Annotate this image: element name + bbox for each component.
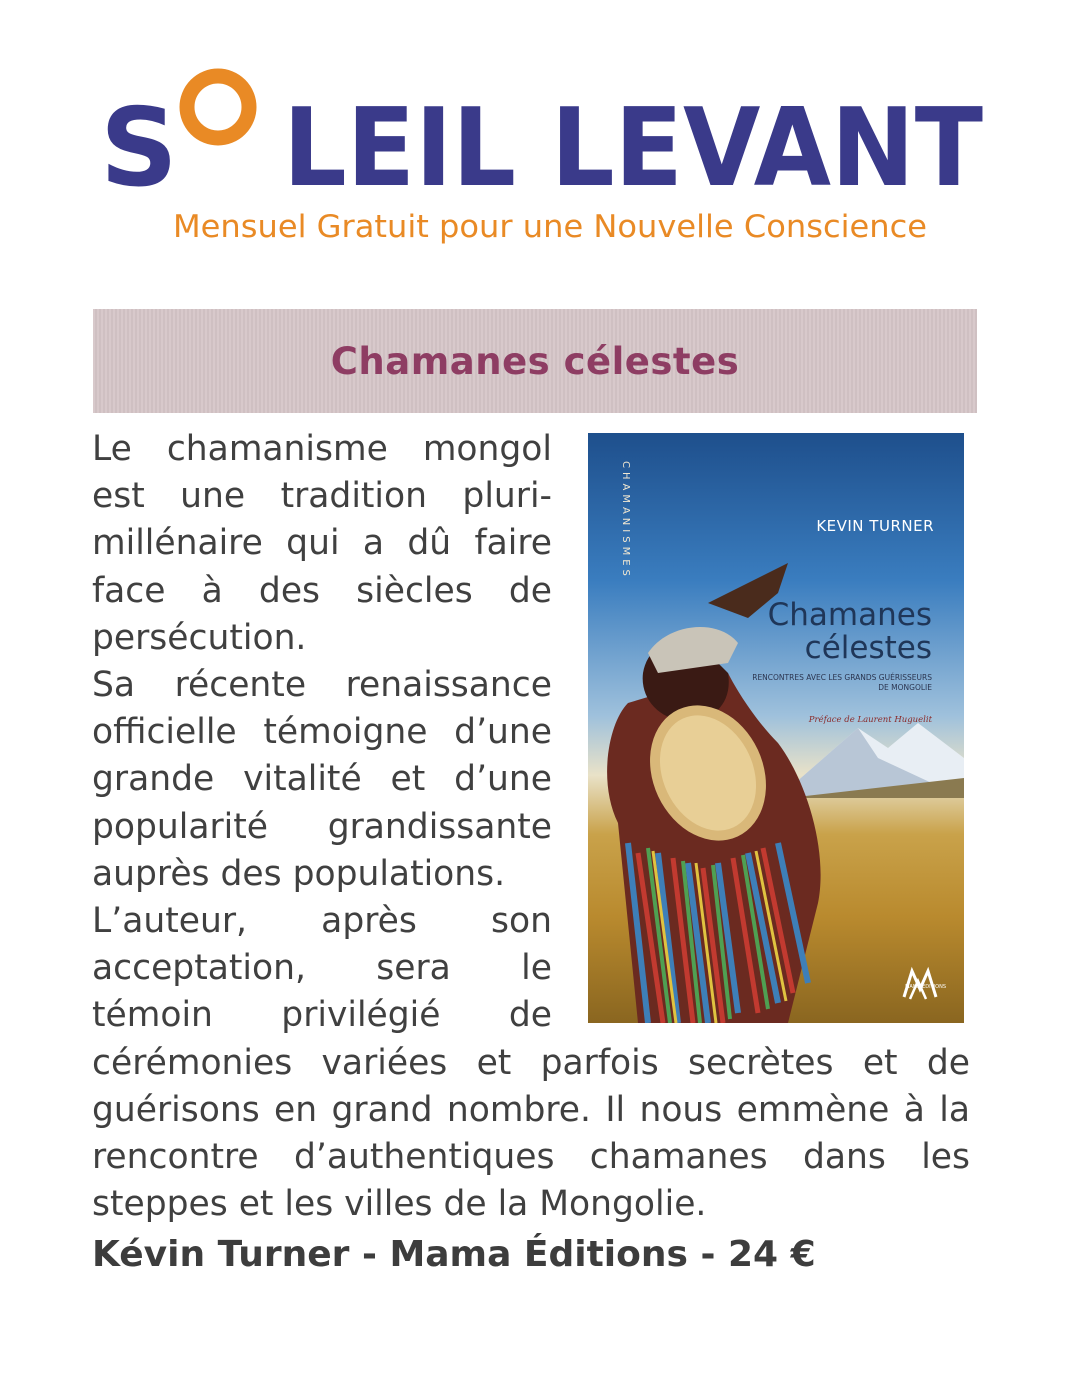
cover-title [768,599,932,665]
article-title-bar [93,309,977,413]
article-paragraph-1: Le chamanisme mongol est une tradition pluri-millénaire qui a dû faire face à des siècles de persécution. [92,429,552,658]
masthead-logo [0,55,1067,255]
cover-title-line1: Chamanes [767,597,932,633]
article-body [92,426,970,1228]
book-credit: Kévin Turner - Mama Éditions - 24 € [92,1234,816,1275]
cover-title-line2: célestes [804,630,932,666]
cover-publisher: MAMA ÉDITIONS [905,983,946,990]
cover-subtitle: RENCONTRES AVEC LES GRANDS GUÉRISSEURS DE MONGOLIE [752,673,932,692]
book-cover [588,433,964,1023]
tagline: Mensuel Gratuit pour une Nouvelle Conscience [173,209,927,245]
sun-o-icon [187,76,249,138]
masthead [0,55,1067,255]
article-paragraph-2: Sa récente renaissance officielle témoigne d’une grande vitalité et d’une popularité grandissante auprès des populations. [92,665,552,894]
cover-series: CHAMANISMES [620,461,632,580]
article-paragraph-3: L’auteur, après son acceptation, sera le témoin privilégié de cérémonies variées et parfois secrètes et de guérisons en grand nombre. Il nous emmène à la rencontre d’authentiques chamanes dans les steppes et les villes de la Mongolie. [92,901,970,1225]
article-title: Chamanes célestes [330,339,740,383]
cover-preface: Préface de Laurent Huguelit [808,715,932,725]
brand-letter-s: S [100,86,178,211]
cover-author: KEVIN TURNER [816,517,934,535]
brand-name-rest: LEIL LEVANT [283,86,984,211]
